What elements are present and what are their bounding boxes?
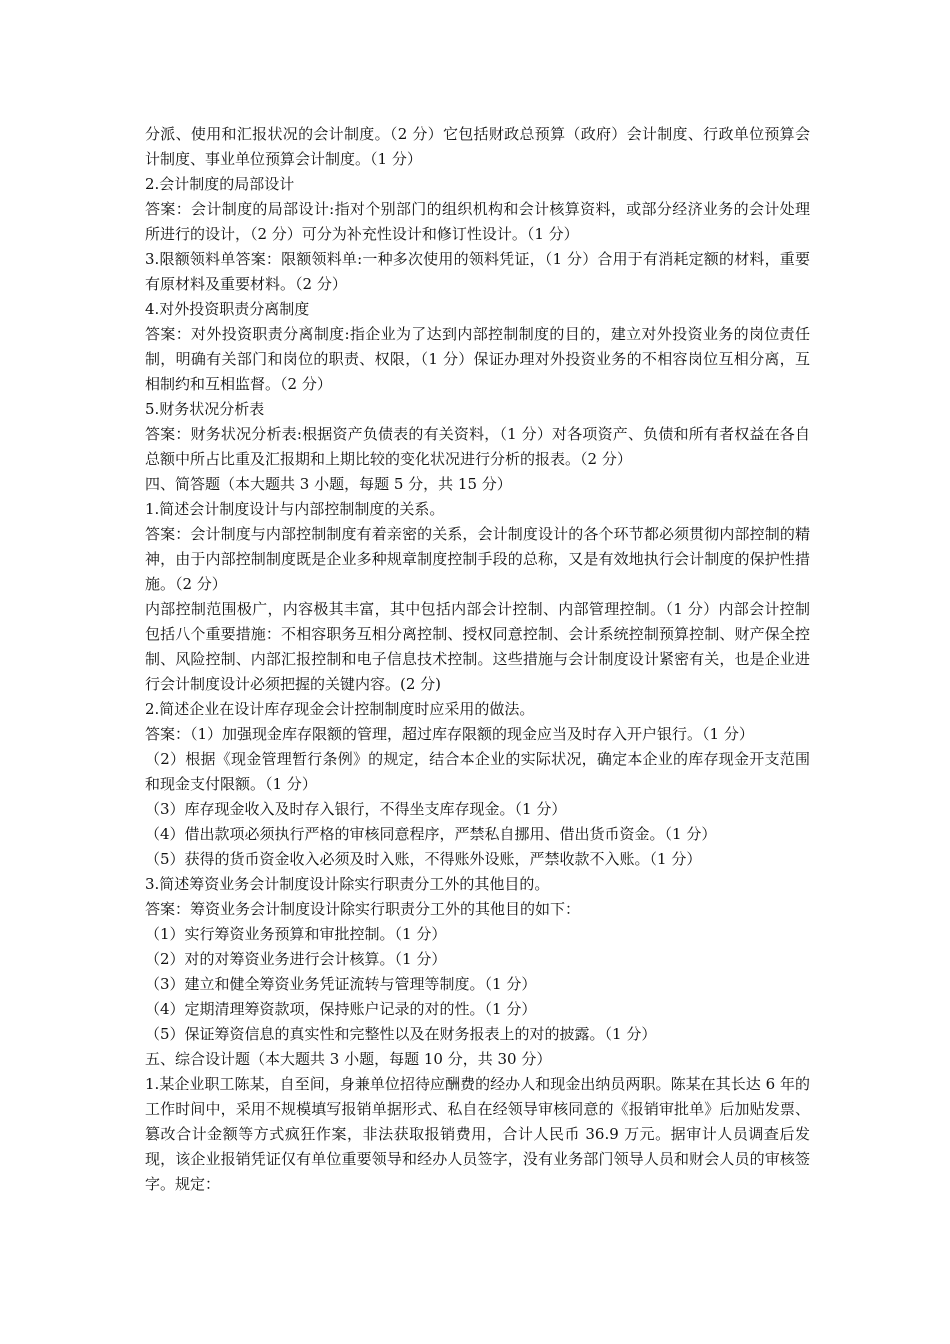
section-heading: 4.对外投资职责分离制度: [145, 300, 310, 318]
question-heading: 1.简述会计制度设计与内部控制制度的关系。: [145, 500, 445, 518]
list-item: （1）实行筹资业务预算和审批控制。（1 分）: [145, 925, 447, 943]
part-heading: 五、综合设计题（本大题共 3 小题，每题 10 分，共 30 分）: [145, 1050, 552, 1068]
list-item: （3）建立和健全筹资业务凭证流转与管理等制度。（1 分）: [145, 975, 537, 993]
list-item: （2）根据《现金管理暂行条例》的规定，结合本企业的实际状况，确定本企业的库存现金开支范围和现金支付限额。（1 分）: [145, 750, 810, 793]
text-line: 答案：筹资业务会计制度设计除实行职责分工外的其他目的如下：: [145, 900, 581, 918]
text-line: 分派、使用和汇报状况的会计制度。（2 分）它包括财政总预算（政府）会计制度、行政单位预算会计制度、事业单位预算会计制度。（1 分）: [145, 125, 810, 168]
part-heading: 四、简答题（本大题共 3 小题，每题 5 分，共 15 分）: [145, 475, 512, 493]
text-line: 答案：（1）加强现金库存限额的管理，超过库存限额的现金应当及时存入开户银行。（1 分）: [145, 725, 754, 743]
list-item: （4）定期清理筹资款项，保持账户记录的对的性。（1 分）: [145, 1000, 537, 1018]
list-item: （3）库存现金收入及时存入银行，不得坐支库存现金。（1 分）: [145, 800, 567, 818]
text-line: 答案：会计制度的局部设计:指对个别部门的组织机构和会计核算资料，或部分经济业务的会计处理所进行的设计，（2 分）可分为补充性设计和修订性设计。（1 分）: [145, 200, 810, 243]
text-line: 答案：对外投资职责分离制度:指企业为了达到内部控制制度的目的，建立对外投资业务的岗位责任制，明确有关部门和岗位的职责、权限，（1 分）保证办理对外投资业务的不相容岗位互相分离，互相制约和互相监督。（2 分）: [145, 325, 810, 393]
text-line: 1.某企业职工陈某，自至间，身兼单位招待应酬费的经办人和现金出纳员两职。陈某在其长达 6 年的工作时间中，采用不规模填写报销单据形式、私自在经领导审核同意的《报销审批单》后加贴发票、篡改合计金额等方式疯狂作案，非法获取报销费用，合计人民币 36.9 万元。据审计人员调查后发现，该企业报销凭证仅有单位重要领导和经办人员签字，没有业务部门领导人员和财会人员的审核签字。规定：: [145, 1075, 810, 1193]
text-line: 3.限额领料单答案：限额领料单:一种多次使用的领料凭证，（1 分）合用于有消耗定额的材料，重要有原材料及重要材料。（2 分）: [145, 250, 810, 293]
list-item: （5）保证筹资信息的真实性和完整性以及在财务报表上的对的披露。（1 分）: [145, 1025, 657, 1043]
list-item: （4）借出款项必须执行严格的审核同意程序，严禁私自挪用、借出货币资金。（1 分）: [145, 825, 717, 843]
section-heading: 5.财务状况分析表: [145, 400, 265, 418]
section-heading: 2.会计制度的局部设计: [145, 175, 295, 193]
text-line: 答案：会计制度与内部控制制度有着亲密的关系，会计制度设计的各个环节都必须贯彻内部控制的精神，由于内部控制制度既是企业多种规章制度控制手段的总称，又是有效地执行会计制度的保护性措施。（2 分）: [145, 525, 810, 593]
document-page: [145, 122, 810, 1197]
question-heading: 2.简述企业在设计库存现金会计控制制度时应采用的做法。: [145, 700, 535, 718]
list-item: （2）对的对筹资业务进行会计核算。（1 分）: [145, 950, 447, 968]
text-line: 答案：财务状况分析表:根据资产负债表的有关资料，（1 分）对各项资产、负债和所有者权益在各自总额中所占比重及汇报期和上期比较的变化状况进行分析的报表。（2 分）: [145, 425, 810, 468]
question-heading: 3.简述筹资业务会计制度设计除实行职责分工外的其他目的。: [145, 875, 550, 893]
list-item: （5）获得的货币资金收入必须及时入账，不得账外设账，严禁收款不入账。（1 分）: [145, 850, 702, 868]
text-line: 内部控制范围极广，内容极其丰富，其中包括内部会计控制、内部管理控制。（1 分）内部会计控制包括八个重要措施：不相容职务互相分离控制、授权同意控制、会计系统控制预算控制、财产保全控制、风险控制、内部汇报控制和电子信息技术控制。这些措施与会计制度设计紧密有关，也是企业进行会计制度设计必须把握的关键内容。(2 分): [145, 600, 810, 693]
